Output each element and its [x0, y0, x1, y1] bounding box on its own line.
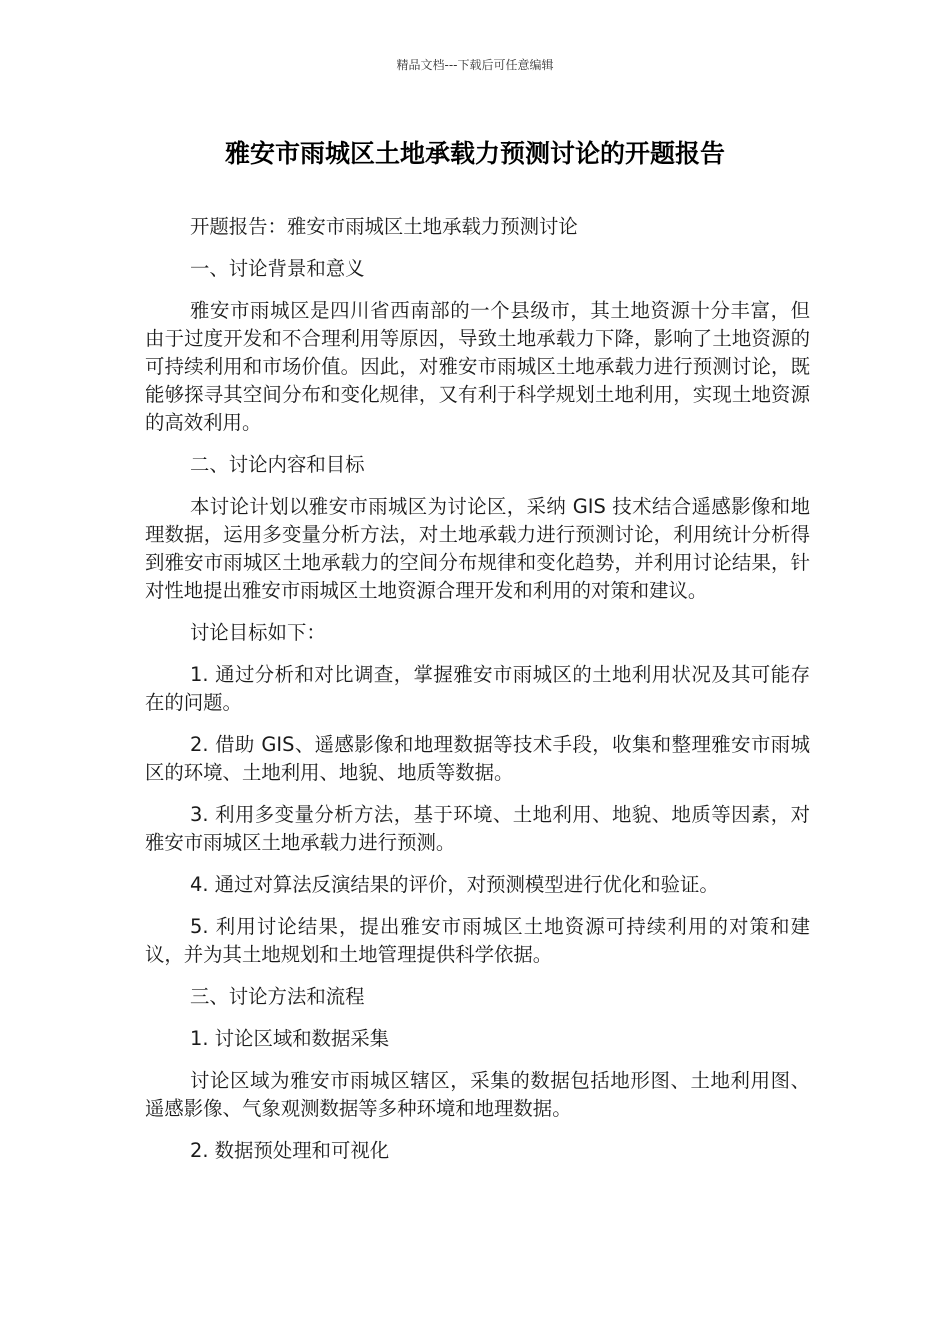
subsection-heading-area-data: 1. 讨论区域和数据采集	[190, 1027, 390, 1050]
list-item-goal-1: 1. 通过分析和对比调查，掌握雅安市雨城区的土地利用状况及其可能存在的问题。	[145, 663, 810, 714]
document-title: 雅安市雨城区土地承载力预测讨论的开题报告	[224, 139, 725, 168]
header-note: 精品文档---下载后可任意编辑	[396, 58, 554, 72]
list-item-goal-3: 3. 利用多变量分析方法，基于环境、土地利用、地貌、地质等因素，对雅安市雨城区土地承载力进行预测。	[145, 803, 810, 854]
document-body	[145, 213, 810, 1179]
paragraph-goals-intro: 讨论目标如下：	[190, 621, 326, 644]
section-heading-background: 一、讨论背景和意义	[190, 257, 365, 280]
list-item-goal-4: 4. 通过对算法反演结果的评价，对预测模型进行优化和验证。	[190, 873, 719, 896]
paragraph-content: 本讨论计划以雅安市雨城区为讨论区，采纳 GIS 技术结合遥感影像和地理数据，运用多变量分析方法，对土地承载力进行预测讨论，利用统计分析得到雅安市雨城区土地承载力的空间分布规律和变化趋势，并利用讨论结果，针对性地提出雅安市雨城区土地资源合理开发和利用的对策和建议。	[145, 495, 810, 602]
paragraph-background: 雅安市雨城区是四川省西南部的一个县级市，其土地资源十分丰富，但由于过度开发和不合理利用等原因，导致土地承载力下降，影响了土地资源的可持续利用和市场价值。因此，对雅安市雨城区土地承载力进行预测讨论，既能够探寻其空间分布和变化规律，又有利于科学规划土地利用，实现土地资源的高效利用。	[145, 299, 810, 434]
list-item-goal-2: 2. 借助 GIS、遥感影像和地理数据等技术手段，收集和整理雅安市雨城区的环境、土地利用、地貌、地质等数据。	[145, 733, 810, 784]
list-item-goal-5: 5. 利用讨论结果，提出雅安市雨城区土地资源可持续利用的对策和建议，并为其土地规划和土地管理提供科学依据。	[145, 915, 810, 966]
section-heading-content: 二、讨论内容和目标	[190, 453, 365, 476]
paragraph-subject: 开题报告：雅安市雨城区土地承载力预测讨论	[190, 215, 578, 238]
paragraph-area-data: 讨论区域为雅安市雨城区辖区，采集的数据包括地形图、土地利用图、遥感影像、气象观测数据等多种环境和地理数据。	[145, 1069, 810, 1120]
subsection-heading-preprocessing: 2. 数据预处理和可视化	[190, 1139, 390, 1162]
section-heading-methods: 三、讨论方法和流程	[190, 985, 365, 1008]
